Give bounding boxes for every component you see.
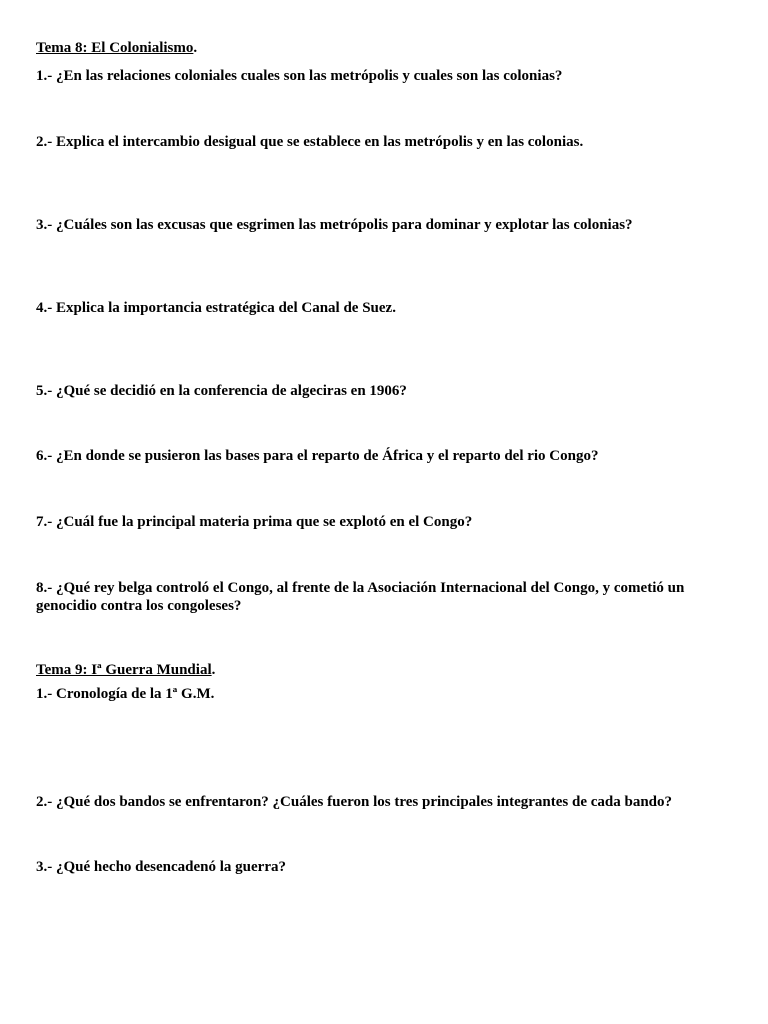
section-title-period: . <box>211 662 216 678</box>
question-tema8-1: 1.- ¿En las relaciones coloniales cuales son las metrópolis y cuales son las colonias? <box>36 68 563 84</box>
question-tema8-6: 6.- ¿En donde se pusieron las bases para el reparto de África y el reparto del rio Congo? <box>36 448 599 464</box>
question-tema9-2: 2.- ¿Qué dos bandos se enfrentaron? ¿Cuáles fueron los tres principales integrantes de cada bando? <box>36 794 673 810</box>
question-tema9-1: 1.- Cronología de la 1ª G.M. <box>36 686 215 702</box>
question-tema8-7: 7.- ¿Cuál fue la principal materia prima que se explotó en el Congo? <box>36 514 473 530</box>
section-title-period: . <box>193 40 198 56</box>
section-title: Tema 9: Iª Guerra Mundial <box>36 662 212 678</box>
question-tema8-3: 3.- ¿Cuáles son las excusas que esgrimen las metrópolis para dominar y explotar las colonias? <box>36 217 633 233</box>
section-title: Tema 8: El Colonialismo <box>36 40 194 56</box>
question-tema8-5: 5.- ¿Qué se decidió en la conferencia de algeciras en 1906? <box>36 383 407 399</box>
section-heading-tema-9 <box>36 661 726 679</box>
section-heading-tema-8 <box>36 39 726 57</box>
question-tema8-8: 8.- ¿Qué rey belga controló el Congo, al frente de la Asociación Internacional del Congo, y cometió un genocidio contra los congoleses? <box>36 580 685 614</box>
question-tema8-4: 4.- Explica la importancia estratégica del Canal de Suez. <box>36 300 396 316</box>
question-tema9-3: 3.- ¿Qué hecho desencadenó la guerra? <box>36 859 286 875</box>
question-tema8-2: 2.- Explica el intercambio desigual que se establece en las metrópolis y en las colonias. <box>36 134 584 150</box>
